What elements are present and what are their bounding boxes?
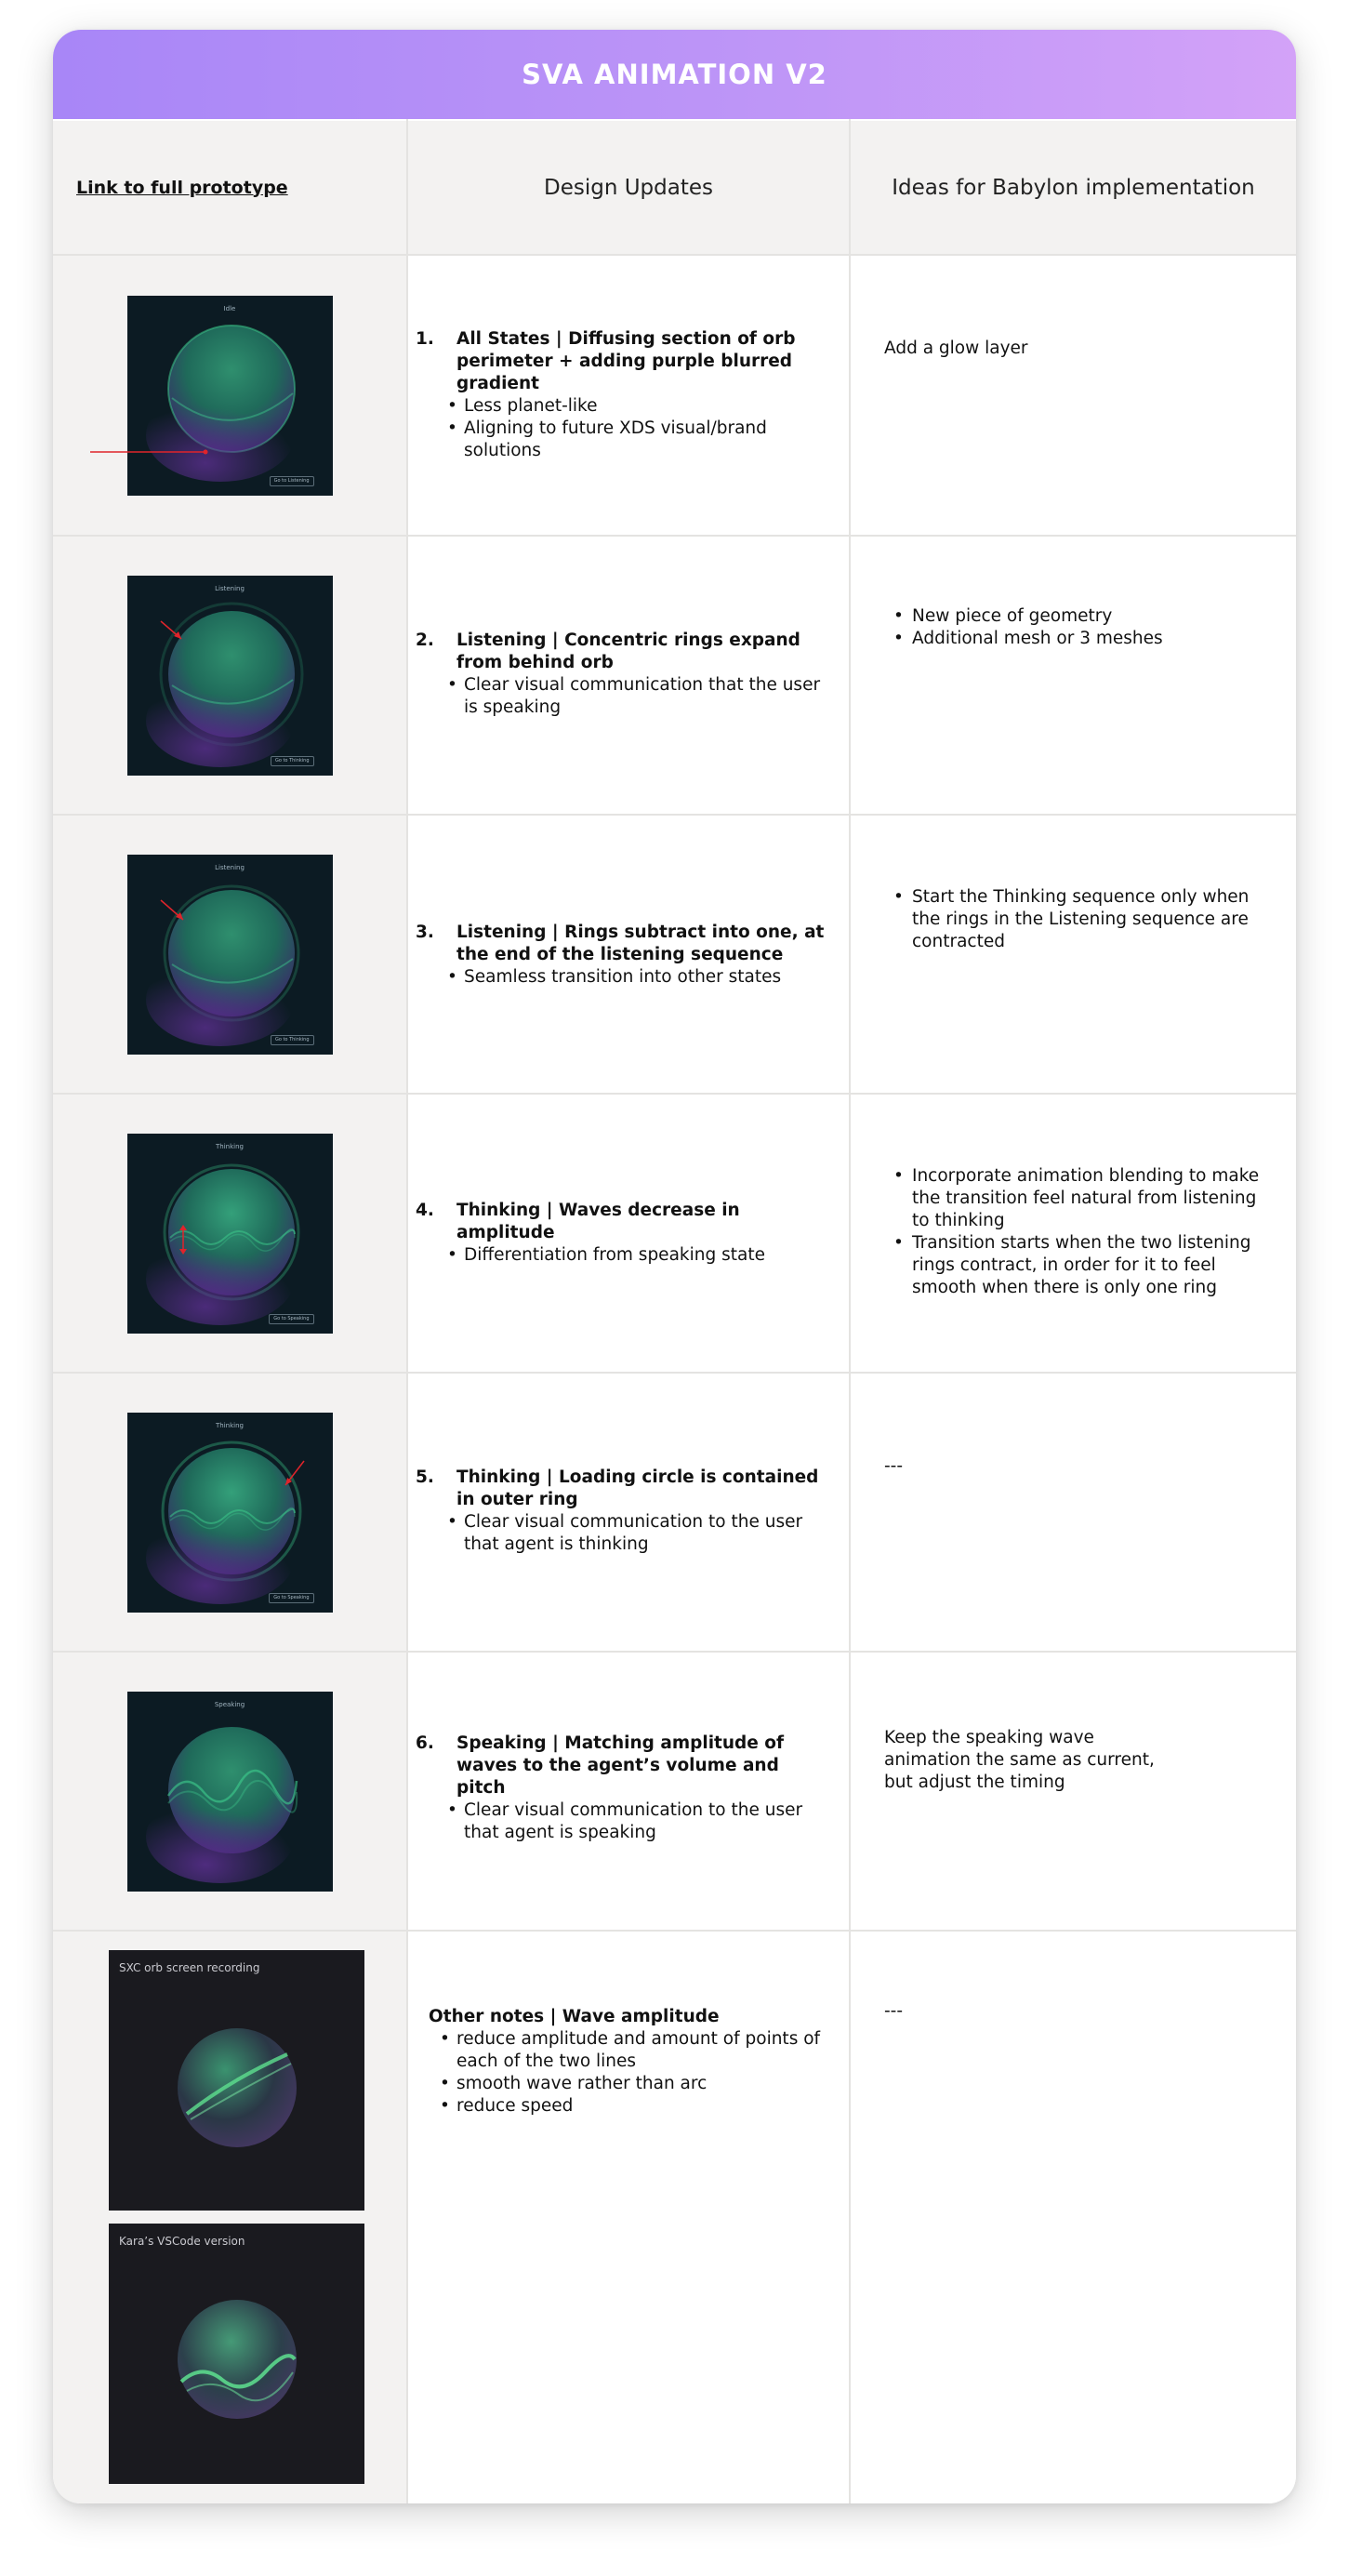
thumb-state-label: Idle [223,304,236,312]
idea-bullets [884,605,1268,650]
row-4-design-cell: 4. Thinking | Waves decrease in amplitude • Differentiation from speaking state [408,1095,849,1372]
other-notes-title: Other notes | Wave amplitude [429,2007,720,2026]
design-update-title: Thinking | Loading circle is contained in outer ring [456,1467,819,1509]
orb-graphic [127,1134,333,1334]
other-bullets [429,2028,827,2118]
thumb-state-button: Go to Listening [270,476,314,486]
design-bullets [436,674,827,719]
orb-thumbnail [127,576,333,776]
header-cell-link [53,121,406,254]
sxc-orb-recording [109,1950,364,2211]
row-6-idea-cell [851,1653,1296,1930]
vscode-label: Kara’s VSCode version [119,2235,245,2248]
thumb-state-label: Listening [215,584,245,592]
bullet-item: • Transition starts when the two listening rings contract, in order for it to feel smooth when there is only one ring [912,1232,1268,1299]
design-update-title: Listening | Concentric rings expand from behind orb [456,631,800,672]
row-2-idea-cell [851,537,1296,814]
bullet-item: • reduce speed [456,2095,827,2118]
row-4-idea-cell [851,1095,1296,1372]
title-banner [53,30,1296,119]
recording-label: SXC orb screen recording [119,1961,260,1974]
idea-text: --- [884,1456,904,1476]
orb-graphic [109,2224,364,2484]
bullet-item: • Start the Thinking sequence only when the rings in the Listening sequence are contracted [912,886,1268,953]
thumb-state-button: Go to Speaking [269,1593,313,1603]
row-3-design-cell: 3. Listening | Rings subtract into one, at the end of the listening sequence • Seamless transition into other states [408,816,849,1093]
orb-graphic [127,855,333,1055]
design-bullets [436,966,827,989]
orb-thumbnail [127,296,333,496]
thumb-state-label: Thinking [216,1421,244,1429]
thumb-state-button: Go to Thinking [271,756,314,766]
orb-thumbnail [127,1413,333,1613]
idea-line: but adjust the timing [884,1773,1065,1792]
row-1-thumbnail-cell [53,256,406,535]
design-update-title: All States | Diffusing section of orb perimeter + adding purple blurred gradient [456,329,796,393]
row-3-idea-cell [851,816,1296,1093]
bullet-item: • Incorporate animation blending to make the transition feel natural from listening to thinking [912,1165,1268,1232]
idea-text: Add a glow layer [884,339,1028,358]
design-update-title: Listening | Rings subtract into one, at the end of the listening sequence [456,923,825,964]
design-bullets [436,1511,827,1556]
column-header-design: Design Updates [543,175,713,200]
document-card [53,30,1296,2503]
orb-graphic [109,1950,364,2211]
orb-graphic [127,576,333,776]
orb-graphic [127,1692,333,1892]
design-bullets [436,395,827,462]
bullet-item: • Seamless transition into other states [464,966,827,989]
bullet-item: • Clear visual communication to the user that agent is speaking [464,1799,827,1844]
header-cell-ideas [851,121,1296,254]
row-2-thumbnail-cell [53,537,406,814]
header-cell-design [408,121,849,254]
bullet-item: • smooth wave rather than arc [456,2073,827,2095]
bullet-item: • Additional mesh or 3 meshes [912,628,1268,650]
thumb-state-button: Go to Speaking [269,1314,313,1324]
design-bullets [436,1799,827,1844]
design-update-title: Thinking | Waves decrease in amplitude [456,1201,740,1242]
orb-thumbnail [127,1134,333,1334]
row-4-thumbnail-cell [53,1095,406,1372]
idea-line: animation the same as current, [884,1750,1155,1770]
full-prototype-link[interactable]: Link to full prototype [76,177,288,198]
bullet-item: • Less planet-like [464,395,827,418]
bullet-item: • reduce amplitude and amount of points of each of the two lines [456,2028,827,2073]
orb-thumbnail [127,855,333,1055]
row-1-design-cell: 1. All States | Diffusing section of orb perimeter + adding purple blurred gradient • Less planet-like • Aligning to future XDS visual/brand solutions [408,256,849,535]
bullet-item: • Differentiation from speaking state [464,1244,827,1267]
row-other-thumbnail-cell [53,1932,406,2503]
idea-bullets [884,886,1268,953]
vscode-orb-version [109,2224,364,2484]
design-bullets [436,1244,827,1267]
bullet-item: • New piece of geometry [912,605,1268,628]
row-1-idea-cell [851,256,1296,535]
thumb-state-label: Thinking [216,1142,244,1150]
row-other-design-cell [408,1932,849,2503]
bullet-item: • Clear visual communication to the user that agent is thinking [464,1511,827,1556]
thumb-state-label: Listening [215,863,245,871]
column-header-ideas: Ideas for Babylon implementation [892,175,1255,200]
row-5-idea-cell [851,1374,1296,1651]
idea-line: Keep the speaking wave [884,1728,1094,1747]
row-other-idea-cell [851,1932,1296,2503]
orb-graphic [127,1413,333,1613]
row-6-thumbnail-cell [53,1653,406,1930]
thumb-state-button: Go to Thinking [271,1035,314,1045]
row-6-design-cell: 6. Speaking | Matching amplitude of waves to the agent’s volume and pitch • Clear visual communication to the user that agent is speaking [408,1653,849,1930]
row-2-design-cell: 2. Listening | Concentric rings expand from behind orb • Clear visual communication that the user is speaking [408,537,849,814]
row-5-thumbnail-cell [53,1374,406,1651]
idea-bullets [884,1165,1268,1299]
bullet-item: • Clear visual communication that the user is speaking [464,674,827,719]
orb-thumbnail [127,1692,333,1892]
row-5-design-cell: 5. Thinking | Loading circle is contained in outer ring • Clear visual communication to the user that agent is thinking [408,1374,849,1651]
thumb-state-label: Speaking [214,1700,245,1708]
row-3-thumbnail-cell [53,816,406,1093]
orb-graphic [127,296,333,496]
idea-text: --- [884,2001,904,2021]
design-update-title: Speaking | Matching amplitude of waves to the agent’s volume and pitch [456,1733,785,1798]
bullet-item: • Aligning to future XDS visual/brand solutions [464,418,827,462]
page-title: SVA ANIMATION V2 [522,59,827,90]
red-annotation-arrow [90,444,230,462]
